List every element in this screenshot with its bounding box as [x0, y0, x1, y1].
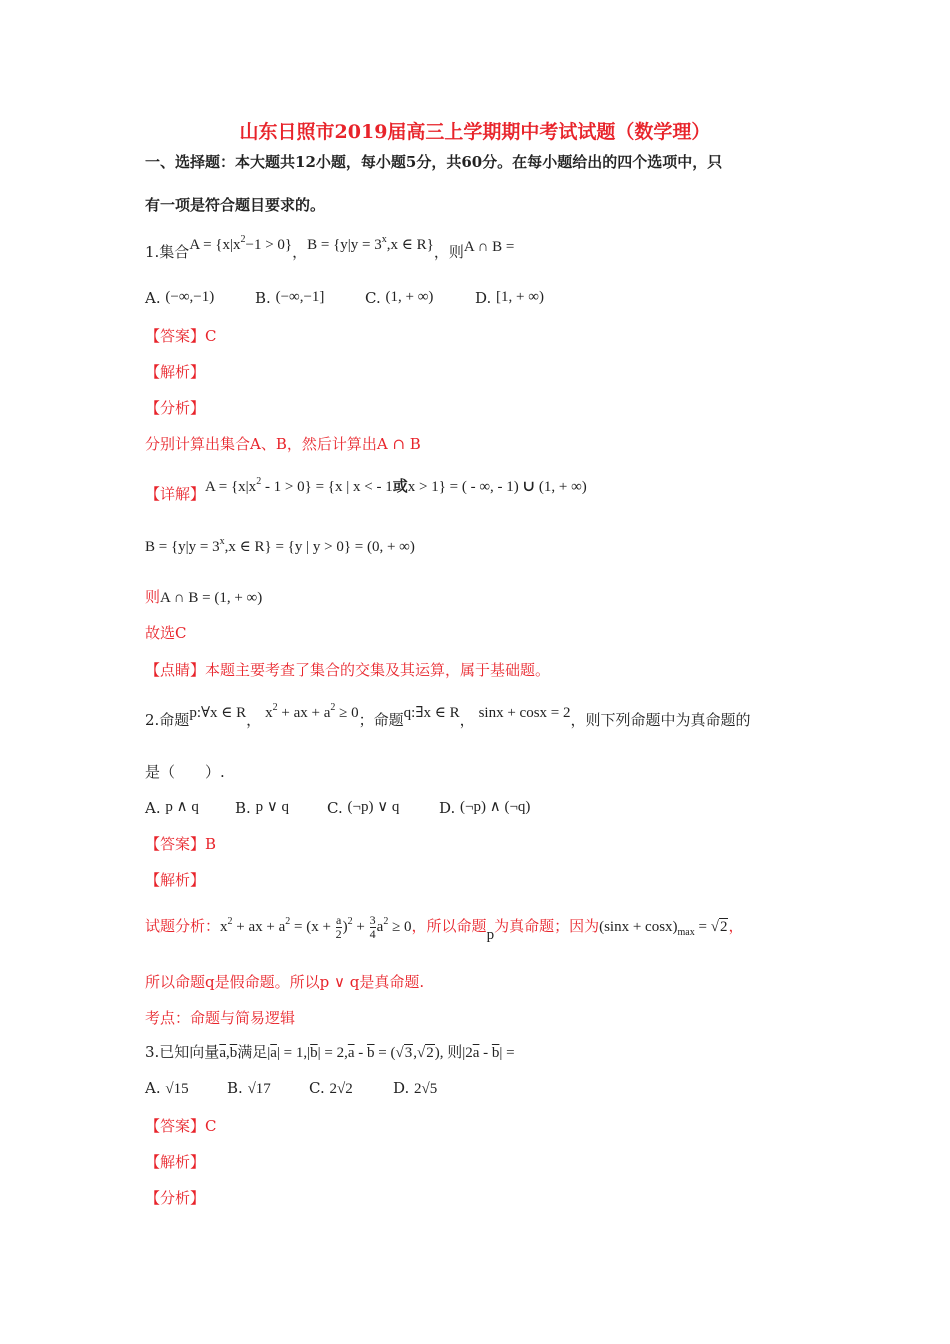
q2-answer: 【答案】B — [145, 835, 217, 853]
q1-option-d: D. [1, + ∞) — [475, 289, 544, 307]
q1-detail3: 则A ∩ B = (1, + ∞) — [145, 588, 263, 606]
q3-answer: 【答案】C — [145, 1117, 217, 1135]
q2-option-c: C. (¬p) ∨ q — [327, 799, 400, 817]
q1-analysis: 分别计算出集合A、B，然后计算出A ∩ B — [145, 435, 421, 453]
q3-jiexi: 【解析】 — [145, 1153, 206, 1171]
q1-option-a: A. (−∞,−1) — [145, 289, 215, 307]
q1-detail4: 故选C — [145, 624, 187, 642]
q3-fenxi: 【分析】 — [145, 1189, 206, 1207]
q2-kaodian: 考点：命题与简易逻辑 — [145, 1009, 296, 1027]
q3-option-c: C. 2√2 — [309, 1079, 353, 1097]
q1-set-b: $B = \{y|y = 3^x,x$ ∈ R} — [307, 234, 434, 253]
q1-detail2: $B = \{y|y = 3^x,x$ ∈ R} = {y | y > 0} = (0, + ∞) — [145, 536, 415, 555]
q2-jiexi: 【解析】 — [145, 871, 206, 889]
q2-line2: 是（ ）. — [145, 763, 225, 781]
section-instructions-line1: 一、选择题：本大题共12小题，每小题5分，共60分。在每小题给出的四个选项中，只 — [145, 153, 723, 171]
q3-options — [145, 1078, 437, 1099]
q3-option-a: A. √15 — [145, 1079, 189, 1097]
q2-option-a: A. p ∧ q — [145, 799, 199, 817]
q2-option-d: D. (¬p) ∧ (¬q) — [439, 799, 531, 817]
section-instructions-line2: 有一项是符合题目要求的。 — [145, 196, 326, 214]
q1-comment: 【点睛】本题主要考查了集合的交集及其运算，属于基础题。 — [145, 661, 551, 679]
q3-option-b: B. √17 — [227, 1079, 271, 1097]
q2-option-b: B. p ∨ q — [235, 799, 290, 817]
q3-stem: 3.已知向量$\overline{a},\overline{b}$满足$|\overline{a}| = 1,|\overline{b}| = 2,\overline{a} - \overline{b} = (√3,√2)$, 则$|2\overline{a} - \overline{b}|$ = — [145, 1043, 515, 1061]
q1-answer: 【答案】C — [145, 327, 217, 345]
q1-fenxi: 【分析】 — [145, 399, 206, 417]
q1-detail-tag: 【详解】 — [145, 485, 206, 503]
q1-stem — [145, 234, 515, 263]
q2-q: q:∃x ∈ R — [403, 705, 460, 721]
q1-options — [145, 288, 544, 309]
q1-jiexi: 【解析】 — [145, 363, 206, 381]
q2-p: p:∀x ∈ R — [189, 705, 247, 721]
q2-stem: 2.命题p:∀x ∈ R， $x^2$ + ax + $a^2 \ge 0$；命题q:∃x ∈ R， sinx + cosx = 2，则下列命题中为真命题的 — [145, 702, 751, 729]
q1-set-a: $A = \{x|x^2-1 > 0\}$ — [189, 234, 293, 253]
q3-option-d: D. 2√5 — [393, 1079, 438, 1097]
q1-prefix: 1.集合 — [145, 243, 190, 261]
q1-option-c: C. (1, + ∞) — [365, 289, 434, 307]
q2-options — [145, 798, 530, 819]
q1-option-b: B. (−∞,−1] — [255, 289, 325, 307]
q1-ask: A ∩ B = — [463, 239, 515, 255]
q1-detail1: 【详解】$A = \{x|x^2 - 1 > 0\} = \{x$ | x < - 1或x > 1} = ( - ∞, - 1) ∪ (1, + ∞) — [145, 476, 587, 503]
page-title: 山东日照市2019届高三上学期期中考试试题（数学理） — [239, 121, 711, 143]
q2-analysis2: 所以命题q是假命题。所以p ∨ q是真命题. — [145, 973, 425, 991]
q1-sep2: ，则 — [433, 243, 464, 261]
q2-analysis1: 试题分析：$x^2$ + ax + $a^2 = (x$ + $\frac{a}{2}$ )$^2$ + $\frac{3}{4}$ $a^2 \ge 0$，所以命题p为真命题；因为$(\sin x + \cos x)_{max} = √2$， — [145, 913, 744, 943]
q1-sep1: ， — [292, 243, 308, 261]
